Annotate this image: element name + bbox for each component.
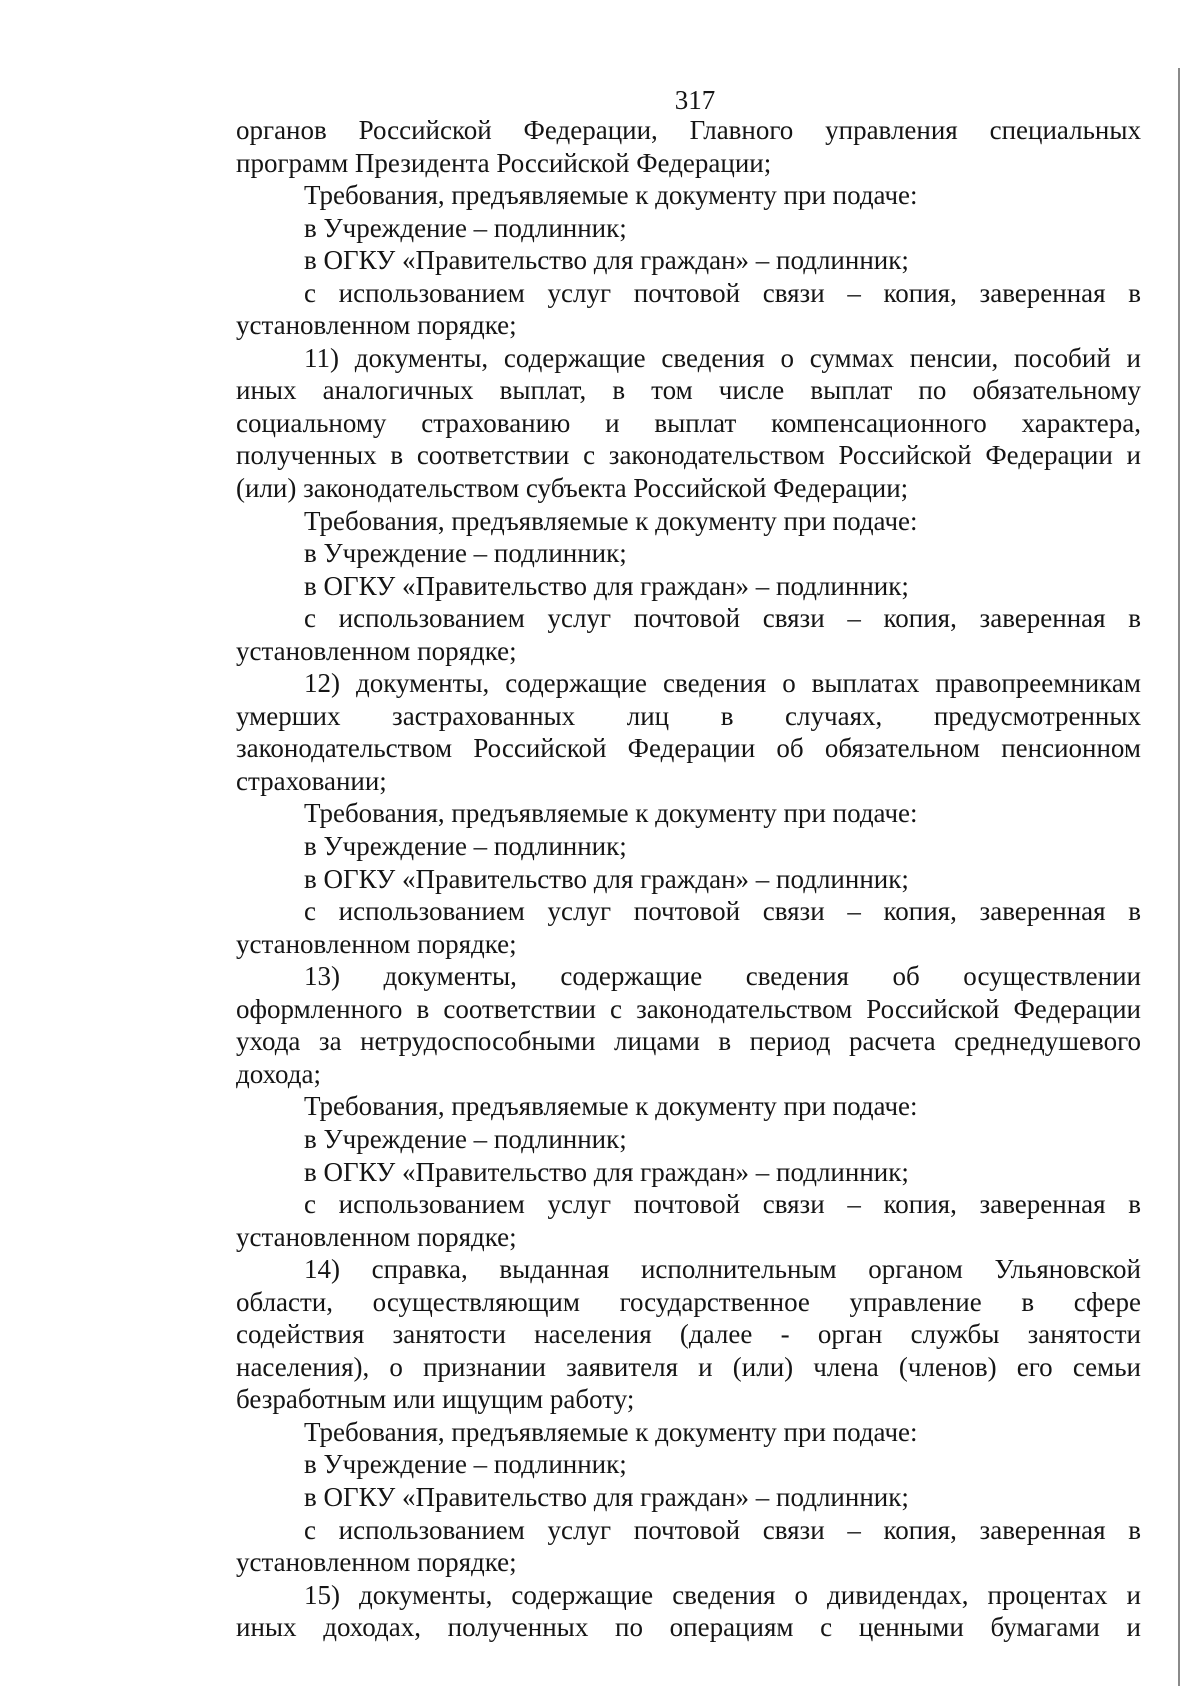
text-line: 11) документы, содержащие сведения о суммах пенсии, пособий и (304, 342, 1141, 373)
text-line: в ОГКУ «Правительство для граждан» – подлинник; (304, 863, 909, 894)
text-line: в ОГКУ «Правительство для граждан» – подлинник; (304, 1156, 909, 1187)
text-line: органов Российской Федерации, Главного управления специальных (236, 115, 1141, 145)
text-line: 15) документы, содержащие сведения о дивидендах, процентах и (304, 1579, 1141, 1610)
text-line: области, осуществляющим государственное управление в сфере (236, 1286, 1141, 1317)
text-line: Требования, предъявляемые к документу при подаче: (304, 180, 918, 211)
text-line: установленном порядке; (236, 635, 517, 666)
text-line: (или) законодательством субъекта Российской Федерации; (236, 473, 909, 504)
text-line: с использованием услуг почтовой связи – копия, заверенная в (304, 603, 1141, 634)
document-body (236, 114, 1141, 1644)
text-line: установленном порядке; (236, 1547, 517, 1578)
text-line: Требования, предъявляемые к документу при подаче: (304, 798, 918, 829)
text-line: Требования, предъявляемые к документу при подаче: (304, 505, 918, 536)
text-line: Требования, предъявляемые к документу при подаче: (304, 1416, 918, 1447)
text-line: в Учреждение – подлинник; (304, 831, 627, 862)
text-line: в ОГКУ «Правительство для граждан» – подлинник; (304, 570, 909, 601)
text-line: иных аналогичных выплат, в том числе выплат по обязательному (236, 375, 1141, 406)
text-line: 12) документы, содержащие сведения о выплатах правопреемникам (304, 668, 1141, 699)
text-line: установленном порядке; (236, 310, 517, 341)
text-line: в Учреждение – подлинник; (304, 538, 627, 569)
text-line: 13) документы, содержащие сведения об осуществлении (304, 961, 1141, 992)
text-line: в Учреждение – подлинник; (304, 1123, 627, 1154)
text-line: умерших застрахованных лиц в случаях, предусмотренных (236, 700, 1141, 731)
text-line: с использованием услуг почтовой связи – копия, заверенная в (304, 1514, 1141, 1545)
text-line: страховании; (236, 765, 387, 796)
page-edge-line (1178, 68, 1180, 1686)
text-line: программ Президента Российской Федерации; (236, 147, 772, 178)
text-line: установленном порядке; (236, 928, 517, 959)
text-line: в ОГКУ «Правительство для граждан» – подлинник; (304, 245, 909, 276)
text-line: с использованием услуг почтовой связи – копия, заверенная в (304, 896, 1141, 927)
text-line: дохода; (236, 1058, 321, 1089)
page-number: 317 (674, 85, 716, 115)
text-line: полученных в соответствии с законодательством Российской Федерации и (236, 440, 1141, 471)
text-line: населения), о признании заявителя и (или) члена (членов) его семьи (236, 1351, 1141, 1382)
text-line: содействия занятости населения (далее - орган службы занятости (236, 1319, 1141, 1350)
text-line: 14) справка, выданная исполнительным органом Ульяновской (304, 1254, 1141, 1285)
text-line: с использованием услуг почтовой связи – копия, заверенная в (304, 1189, 1141, 1220)
text-line: в ОГКУ «Правительство для граждан» – подлинник; (304, 1481, 909, 1512)
text-line: безработным или ищущим работу; (236, 1384, 635, 1415)
text-line: иных доходах, полученных по операциям с ценными бумагами и (236, 1612, 1141, 1643)
text-line: законодательством Российской Федерации об обязательном пенсионном (236, 733, 1141, 764)
text-line: социальному страхованию и выплат компенсационного характера, (236, 407, 1141, 438)
text-line: с использованием услуг почтовой связи – копия, заверенная в (304, 277, 1141, 308)
text-line: в Учреждение – подлинник; (304, 1449, 627, 1480)
text-line: установленном порядке; (236, 1221, 517, 1252)
text-line: Требования, предъявляемые к документу при подаче: (304, 1091, 918, 1122)
text-line: оформленного в соответствии с законодательством Российской Федерации (236, 993, 1141, 1024)
text-line: в Учреждение – подлинник; (304, 212, 627, 243)
text-line: ухода за нетрудоспособными лицами в период расчета среднедушевого (236, 1026, 1141, 1057)
